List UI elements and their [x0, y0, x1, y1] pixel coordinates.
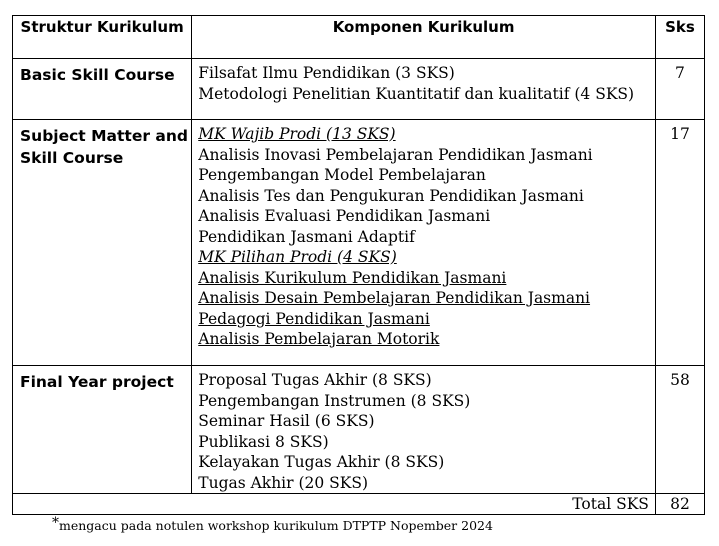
sks-cell: 58 [655, 366, 704, 494]
component-item: Analisis Inovasi Pembelajaran Pendidikan Jasmani [198, 145, 593, 164]
structure-cell: Subject Matter and Skill Course [13, 120, 192, 366]
component-item: Pendidikan Jasmani Adaptif [198, 227, 415, 246]
table-row-final-year [13, 366, 705, 494]
total-label: Total SKS [13, 494, 656, 515]
component-item: Pedagogi Pendidikan Jasmani [198, 309, 430, 328]
header-components: Komponen Kurikulum [192, 16, 656, 59]
component-item: Kelayakan Tugas Akhir (8 SKS) [198, 453, 445, 471]
components-cell [192, 366, 656, 494]
component-item: Pengembangan Model Pembelajaran [198, 166, 486, 184]
component-group-heading: MK Pilihan Prodi (4 SKS) [198, 248, 397, 266]
sks-cell: 7 [655, 59, 704, 120]
total-value: 82 [655, 494, 704, 515]
footnote [52, 515, 493, 533]
structure-cell: Final Year project [13, 366, 192, 494]
components-cell [192, 59, 656, 120]
table-header-row [13, 16, 705, 59]
component-group-heading: MK Wajib Prodi (13 SKS) [198, 125, 396, 143]
footnote-text: mengacu pada notulen workshop kurikulum DTPTP Nopember 2024 [59, 518, 493, 533]
component-item: Analisis Tes dan Pengukuran Pendidikan Jasmani [198, 186, 584, 205]
component-item: Proposal Tugas Akhir (8 SKS) [198, 371, 432, 389]
component-item: Analisis Desain Pembelajaran Pendidikan Jasmani [198, 289, 591, 307]
component-item: Publikasi 8 SKS) [198, 432, 329, 451]
table-row-subject-matter [13, 120, 705, 366]
sks-cell: 17 [655, 120, 704, 366]
component-item: Filsafat Ilmu Pendidikan (3 SKS) [198, 64, 455, 82]
header-structure: Struktur Kurikulum [13, 16, 192, 59]
structure-cell: Basic Skill Course [13, 59, 192, 120]
header-sks: Sks [655, 16, 704, 59]
component-item: Pengembangan Instrumen (8 SKS) [198, 391, 471, 410]
component-item: Analisis Evaluasi Pendidikan Jasmani [198, 207, 491, 225]
component-item: Seminar Hasil (6 SKS) [198, 412, 375, 430]
table-row-basic-skill [13, 59, 705, 120]
component-item: Analisis Kurikulum Pendidikan Jasmani [198, 268, 507, 287]
curriculum-table [12, 15, 705, 515]
components-cell [192, 120, 656, 366]
component-item: Tugas Akhir (20 SKS) [198, 473, 369, 492]
footnote-marker: * [52, 515, 59, 531]
table-total-row [13, 494, 705, 515]
component-item: Metodologi Penelitian Kuantitatif dan kualitatif (4 SKS) [198, 84, 635, 103]
component-item: Analisis Pembelajaran Motorik [198, 330, 440, 348]
